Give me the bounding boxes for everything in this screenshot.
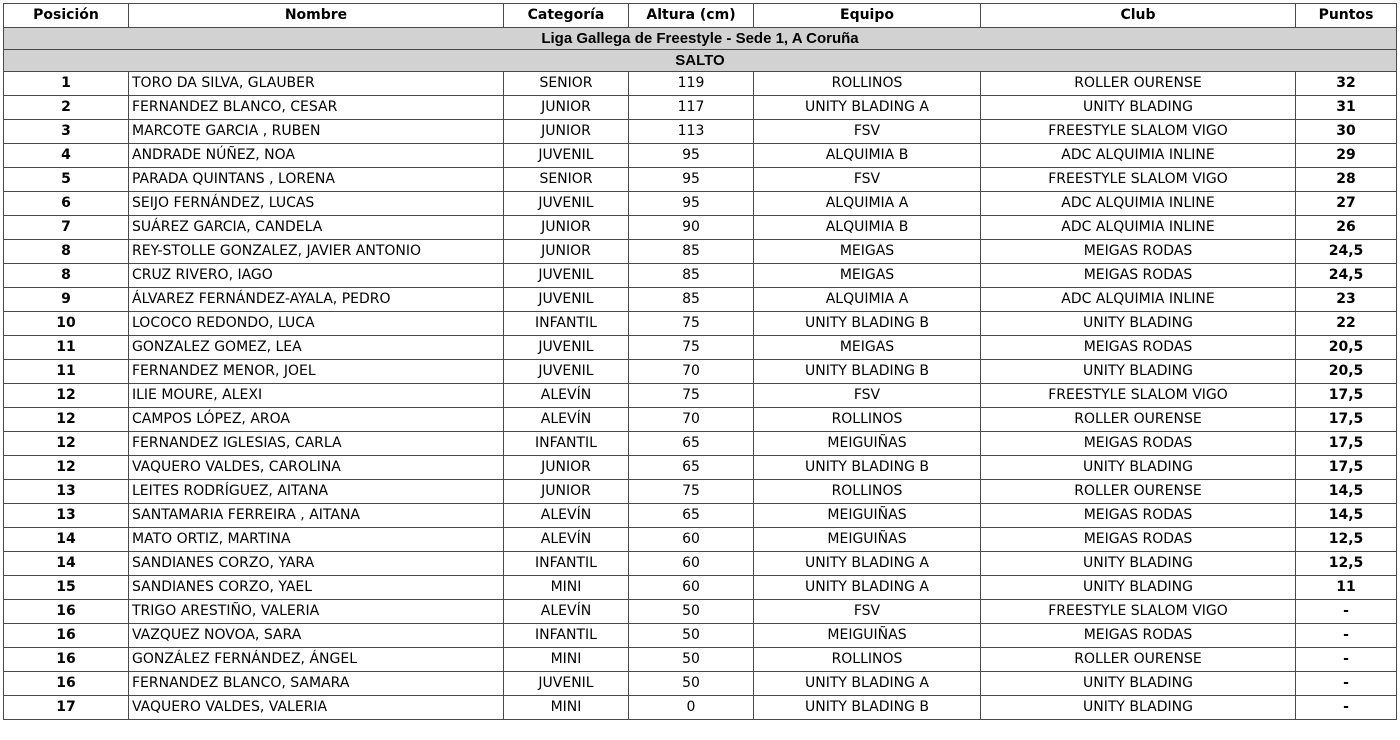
height-cell: 50 — [629, 600, 754, 624]
category-cell: JUNIOR — [504, 216, 629, 240]
team-cell: ROLLINOS — [754, 408, 981, 432]
points-cell: 17,5 — [1296, 432, 1397, 456]
table-row — [4, 312, 1397, 336]
team-cell: UNITY BLADING A — [754, 96, 981, 120]
position-cell: 3 — [4, 120, 129, 144]
position-cell: 14 — [4, 552, 129, 576]
name-cell: FERNANDEZ BLANCO, CESAR — [129, 96, 504, 120]
club-cell: UNITY BLADING — [981, 576, 1296, 600]
club-cell: UNITY BLADING — [981, 360, 1296, 384]
club-cell: UNITY BLADING — [981, 96, 1296, 120]
points-cell: 32 — [1296, 72, 1397, 96]
table-row — [4, 696, 1397, 720]
team-cell: UNITY BLADING B — [754, 696, 981, 720]
height-cell: 0 — [629, 696, 754, 720]
column-header-equipo: Equipo — [754, 4, 981, 28]
table-row — [4, 624, 1397, 648]
position-cell: 17 — [4, 696, 129, 720]
header-row — [4, 4, 1397, 28]
points-cell: 17,5 — [1296, 456, 1397, 480]
name-cell: ILIE MOURE, ALEXI — [129, 384, 504, 408]
height-cell: 60 — [629, 576, 754, 600]
table-row — [4, 192, 1397, 216]
team-cell: ALQUIMIA A — [754, 288, 981, 312]
team-cell: ALQUIMIA B — [754, 144, 981, 168]
column-header-altura: Altura (cm) — [629, 4, 754, 28]
club-cell: MEIGAS RODAS — [981, 264, 1296, 288]
points-cell: 12,5 — [1296, 528, 1397, 552]
height-cell: 70 — [629, 408, 754, 432]
name-cell: FERNANDEZ BLANCO, SAMARA — [129, 672, 504, 696]
points-cell: - — [1296, 600, 1397, 624]
column-header-puntos: Puntos — [1296, 4, 1397, 28]
table-row — [4, 360, 1397, 384]
points-cell: 17,5 — [1296, 384, 1397, 408]
name-cell: LEITES RODRÍGUEZ, AITANA — [129, 480, 504, 504]
team-cell: ROLLINOS — [754, 648, 981, 672]
table-row — [4, 552, 1397, 576]
name-cell: SANDIANES CORZO, YARA — [129, 552, 504, 576]
table-banner — [4, 28, 1397, 72]
height-cell: 65 — [629, 456, 754, 480]
club-cell: ADC ALQUIMIA INLINE — [981, 288, 1296, 312]
club-cell: FREESTYLE SLALOM VIGO — [981, 120, 1296, 144]
category-cell: ALEVÍN — [504, 504, 629, 528]
page-title: Liga Gallega de Freestyle - Sede 1, A Coruña — [4, 28, 1397, 50]
name-cell: TORO DA SILVA, GLAUBER — [129, 72, 504, 96]
name-cell: SANDIANES CORZO, YAEL — [129, 576, 504, 600]
club-cell: MEIGAS RODAS — [981, 528, 1296, 552]
table-row — [4, 168, 1397, 192]
position-cell: 16 — [4, 600, 129, 624]
name-cell: SUÁREZ GARCIA, CANDELA — [129, 216, 504, 240]
team-cell: MEIGUIÑAS — [754, 528, 981, 552]
position-cell: 1 — [4, 72, 129, 96]
table-row — [4, 144, 1397, 168]
name-cell: PARADA QUINTANS , LORENA — [129, 168, 504, 192]
team-cell: FSV — [754, 120, 981, 144]
height-cell: 60 — [629, 552, 754, 576]
height-cell: 65 — [629, 504, 754, 528]
club-cell: UNITY BLADING — [981, 672, 1296, 696]
height-cell: 50 — [629, 672, 754, 696]
height-cell: 85 — [629, 264, 754, 288]
team-cell: UNITY BLADING A — [754, 552, 981, 576]
team-cell: UNITY BLADING A — [754, 576, 981, 600]
points-cell: - — [1296, 624, 1397, 648]
name-cell: MATO ORTIZ, MARTINA — [129, 528, 504, 552]
subtitle-row — [4, 50, 1397, 72]
height-cell: 50 — [629, 648, 754, 672]
team-cell: UNITY BLADING B — [754, 360, 981, 384]
club-cell: ROLLER OURENSE — [981, 72, 1296, 96]
position-cell: 12 — [4, 456, 129, 480]
table-row — [4, 504, 1397, 528]
category-cell: MINI — [504, 648, 629, 672]
table-header — [4, 4, 1397, 28]
height-cell: 95 — [629, 168, 754, 192]
team-cell: MEIGUIÑAS — [754, 624, 981, 648]
table-row — [4, 336, 1397, 360]
points-cell: 27 — [1296, 192, 1397, 216]
table-row — [4, 600, 1397, 624]
table-body — [4, 72, 1397, 720]
height-cell: 50 — [629, 624, 754, 648]
points-cell: 24,5 — [1296, 264, 1397, 288]
points-cell: 22 — [1296, 312, 1397, 336]
position-cell: 5 — [4, 168, 129, 192]
position-cell: 16 — [4, 672, 129, 696]
table-row — [4, 288, 1397, 312]
category-cell: ALEVÍN — [504, 528, 629, 552]
points-cell: 12,5 — [1296, 552, 1397, 576]
height-cell: 75 — [629, 384, 754, 408]
category-cell: ALEVÍN — [504, 384, 629, 408]
points-cell: 29 — [1296, 144, 1397, 168]
team-cell: MEIGAS — [754, 240, 981, 264]
table-row — [4, 576, 1397, 600]
category-cell: INFANTIL — [504, 432, 629, 456]
table-row — [4, 456, 1397, 480]
category-cell: JUVENIL — [504, 336, 629, 360]
team-cell: MEIGAS — [754, 264, 981, 288]
height-cell: 95 — [629, 192, 754, 216]
position-cell: 15 — [4, 576, 129, 600]
column-header-nombre: Nombre — [129, 4, 504, 28]
position-cell: 14 — [4, 528, 129, 552]
name-cell: GONZÁLEZ FERNÁNDEZ, ÁNGEL — [129, 648, 504, 672]
points-cell: - — [1296, 696, 1397, 720]
category-cell: JUVENIL — [504, 144, 629, 168]
club-cell: UNITY BLADING — [981, 552, 1296, 576]
category-cell: SENIOR — [504, 168, 629, 192]
category-cell: JUNIOR — [504, 96, 629, 120]
height-cell: 85 — [629, 288, 754, 312]
category-cell: JUVENIL — [504, 288, 629, 312]
column-header-club: Club — [981, 4, 1296, 28]
points-cell: 24,5 — [1296, 240, 1397, 264]
position-cell: 12 — [4, 384, 129, 408]
team-cell: UNITY BLADING A — [754, 672, 981, 696]
points-cell: 14,5 — [1296, 480, 1397, 504]
name-cell: VAQUERO VALDES, VALERIA — [129, 696, 504, 720]
points-cell: 11 — [1296, 576, 1397, 600]
club-cell: UNITY BLADING — [981, 696, 1296, 720]
club-cell: ADC ALQUIMIA INLINE — [981, 144, 1296, 168]
height-cell: 60 — [629, 528, 754, 552]
table-row — [4, 384, 1397, 408]
points-cell: - — [1296, 648, 1397, 672]
category-cell: SENIOR — [504, 72, 629, 96]
table-row — [4, 72, 1397, 96]
team-cell: UNITY BLADING B — [754, 312, 981, 336]
team-cell: ALQUIMIA B — [754, 216, 981, 240]
category-cell: JUVENIL — [504, 264, 629, 288]
category-cell: JUNIOR — [504, 456, 629, 480]
points-cell: 20,5 — [1296, 360, 1397, 384]
height-cell: 95 — [629, 144, 754, 168]
height-cell: 85 — [629, 240, 754, 264]
table-row — [4, 672, 1397, 696]
category-cell: ALEVÍN — [504, 600, 629, 624]
points-cell: 23 — [1296, 288, 1397, 312]
club-cell: ROLLER OURENSE — [981, 408, 1296, 432]
position-cell: 13 — [4, 504, 129, 528]
position-cell: 13 — [4, 480, 129, 504]
name-cell: CAMPOS LÓPEZ, AROA — [129, 408, 504, 432]
position-cell: 8 — [4, 240, 129, 264]
points-cell: 26 — [1296, 216, 1397, 240]
club-cell: ADC ALQUIMIA INLINE — [981, 192, 1296, 216]
category-cell: INFANTIL — [504, 624, 629, 648]
team-cell: FSV — [754, 600, 981, 624]
category-cell: INFANTIL — [504, 552, 629, 576]
club-cell: UNITY BLADING — [981, 456, 1296, 480]
name-cell: TRIGO ARESTIÑO, VALERIA — [129, 600, 504, 624]
category-cell: JUNIOR — [504, 480, 629, 504]
position-cell: 12 — [4, 432, 129, 456]
team-cell: ALQUIMIA A — [754, 192, 981, 216]
column-header-posicion: Posición — [4, 4, 129, 28]
team-cell: ROLLINOS — [754, 72, 981, 96]
height-cell: 65 — [629, 432, 754, 456]
club-cell: ROLLER OURENSE — [981, 480, 1296, 504]
team-cell: MEIGUIÑAS — [754, 432, 981, 456]
name-cell: LOCOCO REDONDO, LUCA — [129, 312, 504, 336]
club-cell: FREESTYLE SLALOM VIGO — [981, 168, 1296, 192]
points-cell: 30 — [1296, 120, 1397, 144]
points-cell: - — [1296, 672, 1397, 696]
table-row — [4, 480, 1397, 504]
name-cell: MARCOTE GARCIA , RUBEN — [129, 120, 504, 144]
name-cell: SANTAMARIA FERREIRA , AITANA — [129, 504, 504, 528]
table-row — [4, 240, 1397, 264]
team-cell: MEIGAS — [754, 336, 981, 360]
height-cell: 119 — [629, 72, 754, 96]
table-row — [4, 648, 1397, 672]
position-cell: 11 — [4, 336, 129, 360]
height-cell: 75 — [629, 312, 754, 336]
position-cell: 12 — [4, 408, 129, 432]
name-cell: SEIJO FERNÁNDEZ, LUCAS — [129, 192, 504, 216]
title-row — [4, 28, 1397, 50]
category-cell: INFANTIL — [504, 312, 629, 336]
points-cell: 28 — [1296, 168, 1397, 192]
section-title: SALTO — [4, 50, 1397, 72]
position-cell: 7 — [4, 216, 129, 240]
height-cell: 113 — [629, 120, 754, 144]
table-row — [4, 432, 1397, 456]
name-cell: ÁLVAREZ FERNÁNDEZ-AYALA, PEDRO — [129, 288, 504, 312]
points-cell: 20,5 — [1296, 336, 1397, 360]
table-row — [4, 408, 1397, 432]
team-cell: FSV — [754, 168, 981, 192]
height-cell: 90 — [629, 216, 754, 240]
club-cell: FREESTYLE SLALOM VIGO — [981, 600, 1296, 624]
club-cell: MEIGAS RODAS — [981, 336, 1296, 360]
column-header-categoria: Categoría — [504, 4, 629, 28]
category-cell: JUNIOR — [504, 120, 629, 144]
points-cell: 17,5 — [1296, 408, 1397, 432]
points-cell: 31 — [1296, 96, 1397, 120]
name-cell: REY-STOLLE GONZALEZ, JAVIER ANTONIO — [129, 240, 504, 264]
table-row — [4, 96, 1397, 120]
name-cell: GONZALEZ GOMEZ, LEA — [129, 336, 504, 360]
name-cell: CRUZ RIVERO, IAGO — [129, 264, 504, 288]
category-cell: ALEVÍN — [504, 408, 629, 432]
results-table — [3, 3, 1397, 720]
position-cell: 16 — [4, 648, 129, 672]
name-cell: FERNANDEZ IGLESIAS, CARLA — [129, 432, 504, 456]
category-cell: JUVENIL — [504, 672, 629, 696]
table-row — [4, 216, 1397, 240]
position-cell: 4 — [4, 144, 129, 168]
team-cell: ROLLINOS — [754, 480, 981, 504]
position-cell: 11 — [4, 360, 129, 384]
points-cell: 14,5 — [1296, 504, 1397, 528]
club-cell: MEIGAS RODAS — [981, 624, 1296, 648]
height-cell: 117 — [629, 96, 754, 120]
height-cell: 75 — [629, 480, 754, 504]
position-cell: 2 — [4, 96, 129, 120]
table-row — [4, 528, 1397, 552]
club-cell: ADC ALQUIMIA INLINE — [981, 216, 1296, 240]
club-cell: UNITY BLADING — [981, 312, 1296, 336]
team-cell: MEIGUIÑAS — [754, 504, 981, 528]
height-cell: 75 — [629, 336, 754, 360]
club-cell: FREESTYLE SLALOM VIGO — [981, 384, 1296, 408]
table-row — [4, 120, 1397, 144]
position-cell: 8 — [4, 264, 129, 288]
name-cell: ANDRADE NÚÑEZ, NOA — [129, 144, 504, 168]
position-cell: 9 — [4, 288, 129, 312]
team-cell: UNITY BLADING B — [754, 456, 981, 480]
height-cell: 70 — [629, 360, 754, 384]
club-cell: MEIGAS RODAS — [981, 240, 1296, 264]
category-cell: JUVENIL — [504, 360, 629, 384]
position-cell: 10 — [4, 312, 129, 336]
club-cell: MEIGAS RODAS — [981, 432, 1296, 456]
category-cell: MINI — [504, 576, 629, 600]
table-row — [4, 264, 1397, 288]
name-cell: FERNANDEZ MENOR, JOEL — [129, 360, 504, 384]
name-cell: VAZQUEZ NOVOA, SARA — [129, 624, 504, 648]
category-cell: JUVENIL — [504, 192, 629, 216]
position-cell: 16 — [4, 624, 129, 648]
club-cell: ROLLER OURENSE — [981, 648, 1296, 672]
category-cell: JUNIOR — [504, 240, 629, 264]
category-cell: MINI — [504, 696, 629, 720]
team-cell: FSV — [754, 384, 981, 408]
club-cell: MEIGAS RODAS — [981, 504, 1296, 528]
name-cell: VAQUERO VALDES, CAROLINA — [129, 456, 504, 480]
position-cell: 6 — [4, 192, 129, 216]
